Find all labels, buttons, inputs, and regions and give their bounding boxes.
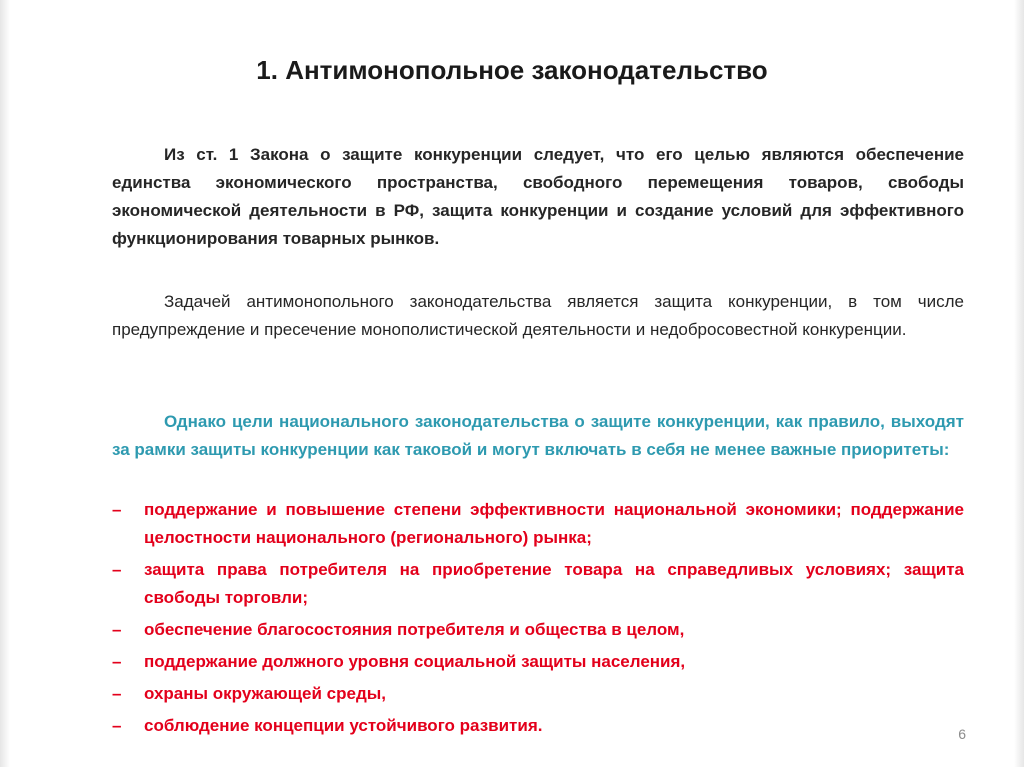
paragraph-law-purpose: Из ст. 1 Закона о защите конкуренции следует, что его целью являются обеспечение единства экономического пространства, свободного перемещения товаров, свободы экономической деятельности в РФ, защита конкуренции и создание условий для эффективного функционирования товарных рынков.	[112, 145, 964, 248]
page-number: 6	[958, 726, 966, 742]
list-dash: –	[112, 684, 122, 703]
priorities-list	[112, 496, 964, 744]
list-dash: –	[112, 500, 122, 519]
list-item-text: защита права потребителя на приобретение товара на справедливых условиях; защита свободы торговли;	[144, 560, 964, 607]
list-dash: –	[112, 560, 122, 579]
list-dash: –	[112, 652, 122, 671]
list-item	[112, 648, 964, 676]
list-item-text: соблюдение концепции устойчивого развития.	[144, 716, 543, 735]
paragraph-priorities-intro: Однако цели национального законодательства о защите конкуренции, как правило, выходят за рамки защиты конкуренции как таковой и могут включать в себя не менее важные приоритеты:	[112, 412, 964, 459]
paragraph-law-task: Задачей антимонопольного законодательства является защита конкуренции, в том числе предупреждение и пресечение монополистической деятельности и недобросовестной конкуренции.	[112, 292, 964, 339]
list-item	[112, 712, 964, 740]
list-dash: –	[112, 620, 122, 639]
list-item-text: поддержание должного уровня социальной защиты населения,	[144, 652, 686, 671]
list-item	[112, 496, 964, 552]
list-item-text: обеспечение благосостояния потребителя и общества в целом,	[144, 620, 685, 639]
list-item-text: поддержание и повышение степени эффективности национальной экономики; поддержание целостности национального (регионального) рынка;	[144, 500, 964, 547]
list-item-text: охраны окружающей среды,	[144, 684, 387, 703]
list-item	[112, 616, 964, 644]
list-item	[112, 680, 964, 708]
slide-title: 1. Антимонопольное законодательство	[256, 55, 768, 85]
list-item	[112, 556, 964, 612]
list-dash: –	[112, 716, 122, 735]
